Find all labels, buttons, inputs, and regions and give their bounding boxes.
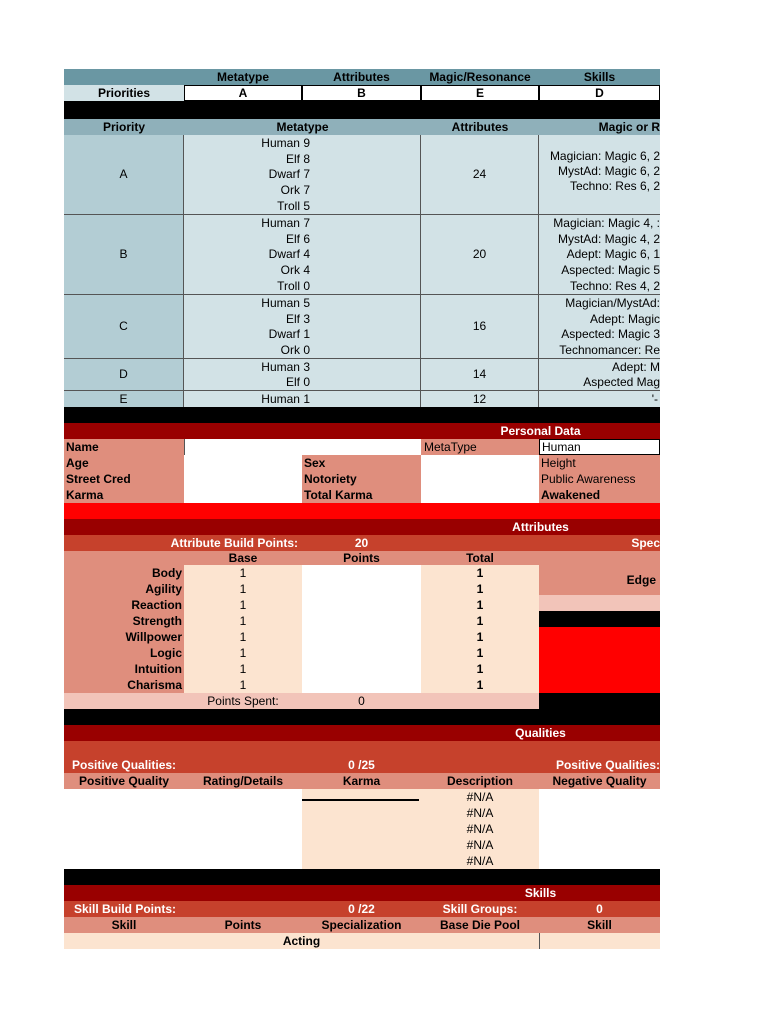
attribute-total-column — [421, 551, 539, 693]
magic-option: MystAd: Magic 6, 2 — [557, 164, 660, 178]
col-skill-right: Skill — [587, 918, 612, 932]
separator-bar — [64, 709, 660, 725]
metatype-entry: Ork 0 — [280, 343, 310, 358]
attribute-points: 12 — [421, 391, 539, 407]
qualities-header — [64, 725, 660, 741]
col-base-die-pool: Base Die Pool — [439, 918, 521, 932]
metatype-entry: Troll 0 — [277, 279, 310, 294]
height-label: Height — [541, 456, 576, 470]
quality-description: #N/A — [466, 790, 494, 804]
priority-row-c — [64, 295, 660, 359]
metatype-entry: Human 9 — [261, 135, 310, 150]
col-attributes-header: Attributes — [333, 70, 390, 84]
attribute-base: 1 — [239, 614, 247, 628]
metatype-entry: Elf 0 — [285, 375, 310, 390]
priority-skills-select[interactable]: D — [539, 85, 660, 101]
karma-underline — [302, 799, 419, 801]
priority-row-d — [64, 359, 660, 391]
skills-title: Skills — [524, 886, 557, 900]
col-points: Points — [224, 918, 262, 932]
attributes-header — [64, 519, 660, 535]
col-positive-quality: Positive Quality — [78, 774, 170, 788]
negative-quality-inputs[interactable] — [539, 789, 660, 869]
magic-option: Adept: M — [611, 359, 660, 374]
magic-option: Technomancer: Re — [559, 343, 660, 358]
attribute-base: 1 — [239, 582, 247, 596]
skill-build-points-row — [64, 901, 660, 917]
skill-right-cell — [539, 933, 660, 949]
skills-column-header — [64, 917, 660, 933]
attribute-name: Body — [152, 566, 182, 580]
attribute-build-points-label: Attribute Build Points: — [170, 536, 298, 550]
sex-input[interactable] — [421, 455, 539, 471]
metatype-entry: Dwarf 7 — [268, 167, 310, 182]
magic-col-header: Magic or R — [598, 120, 660, 134]
attribute-base: 1 — [239, 678, 247, 692]
separator-band — [64, 503, 660, 519]
personal-data-header — [64, 423, 660, 439]
karma-row — [64, 487, 660, 503]
street-cred-label: Street Cred — [66, 472, 131, 486]
attribute-base: 1 — [239, 566, 247, 580]
metatype-list — [184, 215, 421, 294]
attribute-points: 16 — [421, 295, 539, 358]
karma-input[interactable] — [184, 487, 302, 503]
skill-build-points-label: Skill Build Points: — [74, 902, 177, 916]
magic-options — [539, 295, 660, 358]
quality-description: #N/A — [466, 854, 494, 868]
name-label: Name — [66, 440, 99, 454]
points-spent-pad — [64, 693, 184, 709]
attributes-title: Attributes — [512, 520, 569, 534]
priorities-label: Priorities — [64, 85, 184, 101]
magic-option: Aspected Mag — [583, 375, 660, 390]
attribute-total: 1 — [476, 662, 484, 676]
positive-quality-inputs[interactable] — [64, 789, 302, 869]
magic-option: Adept: Magic — [589, 311, 660, 326]
magic-option: Aspected: Magic 5 — [561, 263, 660, 278]
skill-build-points-value: 0 /22 — [348, 902, 375, 916]
col-specialization: Specialization — [321, 918, 402, 932]
priority-magic-select[interactable]: E — [421, 85, 539, 101]
attribute-total: 1 — [476, 566, 484, 580]
special-attributes-panel — [539, 551, 660, 693]
attribute-name: Strength — [132, 614, 182, 628]
attribute-name: Agility — [145, 582, 182, 596]
attribute-total: 1 — [476, 614, 484, 628]
skill-name: Acting — [282, 934, 321, 948]
col-metatype-header: Metatype — [216, 70, 269, 84]
street-cred-row — [64, 471, 660, 487]
quality-description: #N/A — [466, 806, 494, 820]
attribute-points: 14 — [421, 359, 539, 390]
positive-qualities-label: Positive Qualities: — [72, 758, 177, 772]
character-sheet — [64, 69, 660, 949]
priorities-selection-row — [64, 85, 660, 101]
attribute-names — [64, 551, 184, 693]
magic-option: Magician: Magic 6, 2 — [549, 149, 660, 163]
total-karma-label: Total Karma — [304, 488, 373, 502]
base-header: Base — [184, 551, 302, 565]
attribute-build-points-value: 20 — [354, 536, 369, 550]
priority-attributes-select[interactable]: B — [302, 85, 421, 101]
metatype-entry: Elf 3 — [285, 311, 310, 326]
positive-qualities-label-right: Positive Qualities: — [555, 758, 660, 772]
age-label: Age — [66, 456, 89, 470]
edge-label: Edge — [539, 565, 660, 595]
magic-options — [539, 135, 660, 214]
metatype-entry: Human 1 — [184, 391, 421, 407]
notoriety-input[interactable] — [421, 471, 539, 487]
attribute-total: 1 — [476, 678, 484, 692]
priority-metatype-select[interactable]: A — [184, 85, 302, 101]
attribute-base: 1 — [239, 598, 247, 612]
col-magic-header: Magic/Resonance — [429, 70, 531, 84]
qualities-title: Qualities — [515, 726, 566, 740]
magic-option: Aspected: Magic 3 — [561, 327, 660, 342]
attribute-base-column — [184, 551, 302, 693]
priority-row-e — [64, 391, 660, 407]
metatype-value[interactable]: Human — [539, 439, 660, 455]
separator-bar — [64, 869, 660, 885]
attribute-base: 1 — [239, 646, 247, 660]
quality-descriptions — [302, 789, 539, 869]
total-karma-input[interactable] — [421, 487, 539, 503]
priority-letter: C — [64, 295, 184, 358]
attributes-col-header: Attributes — [451, 120, 509, 134]
skill-groups-value: 0 — [596, 902, 603, 916]
metatype-list — [184, 295, 421, 358]
personal-data-title: Personal Data — [500, 424, 581, 438]
sex-label: Sex — [304, 456, 326, 470]
description-list — [421, 789, 539, 869]
metatype-entry: Human 7 — [261, 215, 310, 230]
attribute-points: 24 — [421, 135, 539, 214]
special-attributes-label: Spec — [631, 536, 660, 550]
priority-letter: D — [64, 359, 184, 390]
attribute-name: Reaction — [131, 598, 182, 612]
points-spent-label: Points Spent: — [184, 693, 302, 709]
metatype-entry: Human 5 — [261, 295, 310, 310]
age-row — [64, 455, 660, 471]
street-cred-input[interactable] — [184, 471, 302, 487]
priority-table-header — [64, 119, 660, 135]
metatype-entry: Elf 8 — [285, 151, 310, 166]
col-skill: Skill — [111, 918, 137, 932]
qualities-column-header — [64, 773, 660, 789]
total-header: Total — [421, 551, 539, 565]
metatype-entry: Ork 7 — [280, 183, 310, 198]
attribute-name: Willpower — [125, 630, 182, 644]
attribute-total: 1 — [476, 646, 484, 660]
attribute-points: 20 — [421, 215, 539, 294]
metatype-entry: Dwarf 4 — [268, 247, 310, 262]
positive-qualities-value: 0 /25 — [348, 758, 375, 772]
col-description: Description — [446, 774, 513, 788]
points-header: Points — [302, 551, 421, 565]
magic-options — [539, 215, 660, 294]
magic-options — [539, 359, 660, 390]
attribute-total: 1 — [476, 582, 484, 596]
points-spent-pad — [539, 693, 660, 709]
separator-bar — [64, 101, 660, 119]
name-input[interactable] — [184, 439, 421, 455]
metatype-col-header: Metatype — [276, 120, 329, 134]
metatype-entry: Troll 5 — [277, 199, 310, 214]
magic-option: Techno: Res 4, 2 — [569, 279, 660, 294]
magic-option: Magician: Magic 4, : — [553, 215, 660, 230]
metatype-list — [184, 135, 421, 214]
metatype-label: MetaType — [424, 440, 477, 454]
attribute-name: Intuition — [134, 662, 182, 676]
quality-description: #N/A — [466, 822, 494, 836]
public-awareness-label: Public Awareness — [541, 472, 636, 486]
priority-row-a — [64, 135, 660, 215]
priority-letter: A — [64, 135, 184, 214]
magic-option: MystAd: Magic 4, 2 — [557, 231, 660, 246]
metatype-entry: Human 3 — [261, 359, 310, 374]
attribute-points-column[interactable] — [302, 551, 421, 693]
quality-description: #N/A — [466, 838, 494, 852]
attribute-base: 1 — [239, 662, 247, 676]
magic-option: '- — [651, 392, 658, 406]
col-negative-quality: Negative Quality — [552, 774, 647, 788]
qualities-spacer — [64, 741, 660, 757]
priority-row-b — [64, 215, 660, 295]
col-karma: Karma — [342, 774, 381, 788]
metatype-entry: Ork 4 — [280, 263, 310, 278]
points-spent-pad — [421, 693, 539, 709]
points-spent-value: 0 — [302, 693, 421, 709]
attribute-grid — [64, 551, 660, 693]
col-skills-header: Skills — [583, 70, 616, 84]
attribute-build-points-row — [64, 535, 660, 551]
attribute-total: 1 — [476, 630, 484, 644]
awakened-label: Awakened — [541, 488, 601, 502]
attribute-base: 1 — [239, 630, 247, 644]
points-spent-row — [64, 693, 660, 709]
qualities-table-body — [64, 789, 660, 869]
metatype-list — [184, 359, 421, 390]
attribute-name: Logic — [150, 646, 182, 660]
attribute-total: 1 — [476, 598, 484, 612]
skills-header — [64, 885, 660, 901]
skill-groups-label: Skill Groups: — [442, 902, 518, 916]
skill-row — [64, 933, 660, 949]
attribute-name: Charisma — [127, 678, 182, 692]
magic-option: Techno: Res 6, 2 — [569, 179, 660, 193]
magic-option: Magician/MystAd: — [565, 295, 660, 310]
separator-bar — [64, 407, 660, 423]
age-input[interactable] — [184, 455, 302, 471]
metatype-entry: Dwarf 1 — [268, 327, 310, 342]
priority-letter: B — [64, 215, 184, 294]
priority-letter: E — [64, 391, 184, 407]
priority-col-header: Priority — [102, 120, 145, 134]
metatype-entry: Elf 6 — [285, 231, 310, 246]
magic-option: Adept: Magic 6, 1 — [566, 247, 660, 262]
name-row — [64, 439, 660, 455]
notoriety-label: Notoriety — [304, 472, 357, 486]
col-rating-details: Rating/Details — [202, 774, 283, 788]
karma-label: Karma — [66, 488, 104, 502]
priorities-column-header-row — [64, 69, 660, 85]
positive-qualities-row — [64, 757, 660, 773]
